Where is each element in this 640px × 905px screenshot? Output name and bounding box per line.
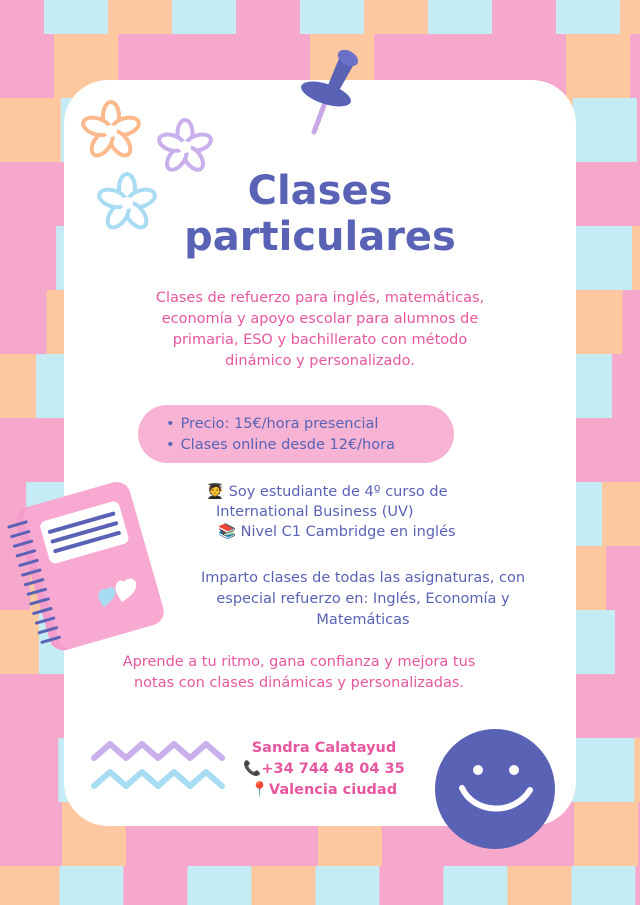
contact-name: Sandra Calatayud [251, 740, 397, 756]
background-tile [0, 34, 55, 99]
contact-location: 📍Valencia ciudad [250, 782, 398, 798]
smiley-icon [428, 722, 562, 856]
background-tile [236, 0, 301, 35]
background-tile [187, 866, 252, 905]
background-tile [0, 98, 62, 163]
contact-block [226, 738, 422, 801]
background-tile [615, 610, 640, 675]
background-tile [0, 290, 48, 355]
background-tile [626, 674, 640, 739]
notebook-icon [0, 470, 180, 656]
flower-icon [80, 100, 142, 162]
background-tile [0, 674, 51, 739]
background-tile [507, 866, 572, 905]
background-tile [379, 866, 444, 905]
background-tile [0, 802, 63, 867]
intro-text: Clases de refuerzo para inglés, matemáticas, economía y apoyo escolar para alumnos de primaria, ESO y bachillerato con método dinámico y personalizado. [155, 290, 485, 369]
background-tile [623, 290, 640, 355]
title-line-2: particulares [184, 214, 456, 260]
background-tile [364, 0, 429, 35]
price-list [166, 414, 395, 456]
background-tile [108, 0, 173, 35]
background-tile [0, 0, 45, 35]
contact-phone: 📞+34 744 48 04 35 [243, 761, 405, 777]
background-tile [443, 866, 508, 905]
page-title [64, 168, 576, 260]
closing-text: Aprende a tu ritmo, gana confianza y mejora tus notas con clases dinámicas y personalizadas. [122, 654, 476, 691]
background-tile [44, 0, 109, 35]
background-tile [492, 0, 557, 35]
background-tile [566, 34, 631, 99]
background-tile [630, 34, 640, 99]
background-tile [315, 866, 380, 905]
pushpin-icon [296, 42, 376, 138]
background-tile [574, 802, 639, 867]
heart-icon [92, 574, 138, 614]
background-tile [251, 866, 316, 905]
background-tile [612, 354, 640, 419]
background-tile [300, 0, 365, 35]
background-tile [59, 866, 124, 905]
about-line-degree: International Business (UV) [216, 504, 414, 520]
background-tile [556, 0, 621, 35]
background-tile [602, 482, 640, 547]
about-line-student: 🧑‍🎓 Soy estudiante de 4º curso de [206, 484, 448, 500]
background-tile [0, 226, 57, 291]
zigzag-icon [88, 736, 228, 800]
about-line-english: 📚 Nivel C1 Cambridge en inglés [218, 524, 456, 540]
background-tile [634, 738, 640, 803]
background-tile [573, 98, 638, 163]
list-item: • Precio: 15€/hora presencial [166, 414, 395, 435]
background-tile [0, 866, 60, 905]
background-tile [574, 162, 639, 227]
title-line-1: Clases [247, 168, 393, 214]
background-tile [568, 226, 633, 291]
subjects-text: Imparto clases de todas las asignaturas, con especial refuerzo en: Inglés, Economía y Matemáticas [200, 570, 526, 628]
background-tile [172, 0, 237, 35]
background-tile [571, 866, 636, 905]
background-tile [604, 418, 640, 483]
background-tile [0, 354, 37, 419]
background-tile [0, 738, 59, 803]
price-pill [138, 405, 454, 463]
background-tile [0, 162, 63, 227]
background-tile [123, 866, 188, 905]
background-tile [570, 738, 635, 803]
background-tile [428, 0, 493, 35]
background-tile [606, 546, 640, 611]
list-item: • Clases online desde 12€/hora [166, 435, 395, 456]
background-tile [632, 226, 640, 291]
about-section [206, 482, 496, 542]
background-tile [635, 866, 640, 905]
background-tile [620, 0, 640, 35]
